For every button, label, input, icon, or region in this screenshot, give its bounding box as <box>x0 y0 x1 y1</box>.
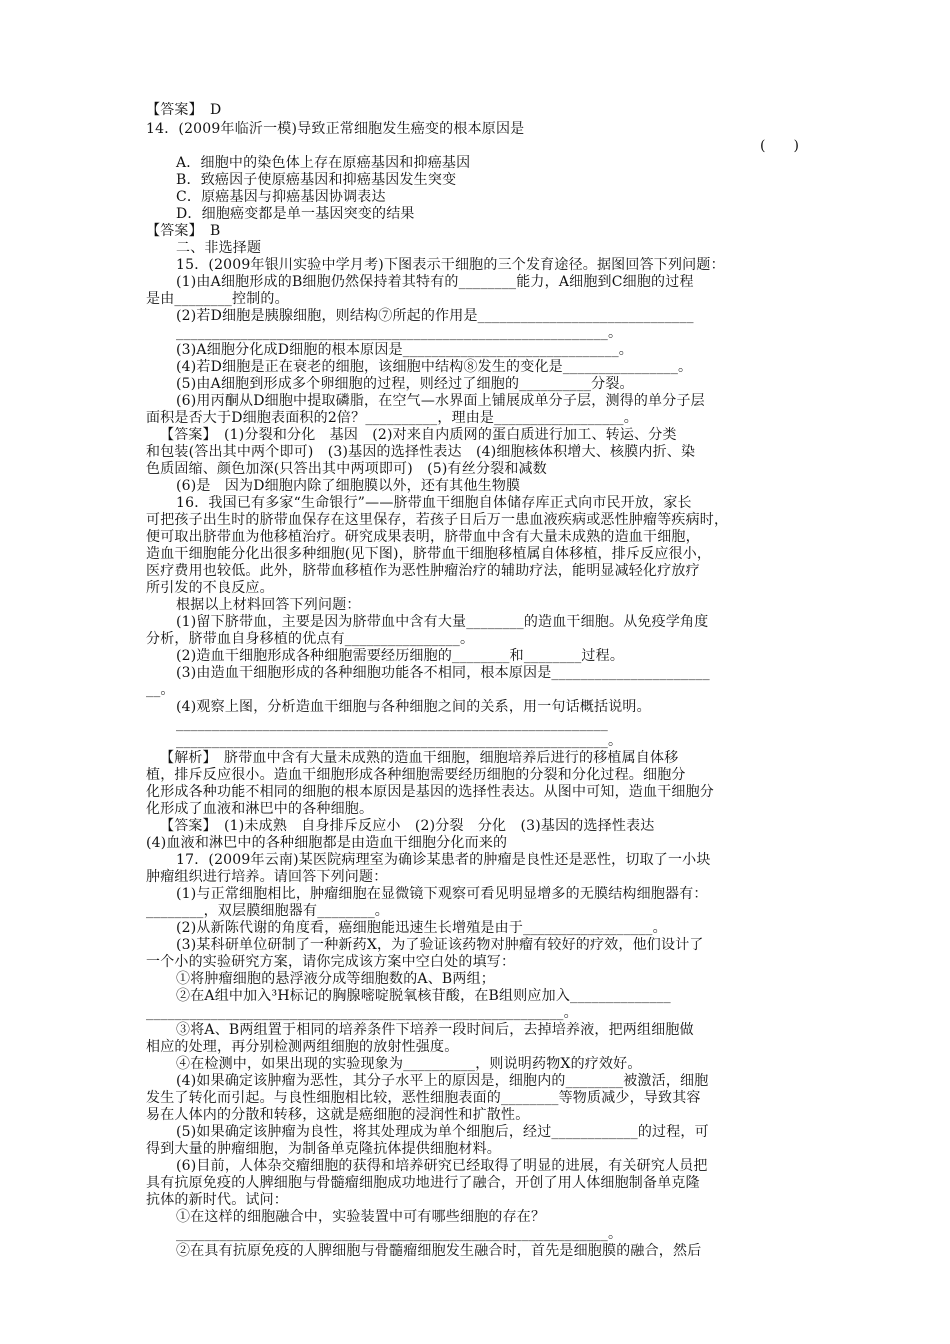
q16-part-1-cont: 分析，脐带血自身移植的优点有________________。 <box>146 631 475 647</box>
q16-part-4-blank-2: ____________________________________________________________。 <box>176 733 623 749</box>
q17-part-1: (1)与正常细胞相比，肿瘤细胞在显微镜下观察可看见明显增多的无膜结构细胞器有： <box>176 886 708 902</box>
q17-part-6: (6)目前，人体杂交瘤细胞的获得和培养研究已经取得了明显的进展，有关研究人员把 <box>176 1158 708 1174</box>
q16-part-2: (2)造血干细胞形成各种细胞需要经历细胞的________和________过程。 <box>176 648 625 664</box>
analysis-16-cont-1: 植，排斥反应很小。造血干细胞形成各种细胞需要经历细胞的分裂和分化过程。细胞分 <box>146 767 686 783</box>
question-17-stem-cont: 肿瘤组织进行培养。请回答下列问题： <box>146 869 388 885</box>
q17-part-4-cont-1: 发生了转化而引起。与良性细胞相比较，恶性细胞表面的________等物质减少，导致其容 <box>146 1090 701 1106</box>
q15-part-1-cont: 是由________控制的。 <box>146 291 289 307</box>
option-b: B．致癌因子使原癌基因和抑癌基因发生突变 <box>176 172 457 188</box>
q17-part-6-sub-1: ①在这样的细胞融合中，实验装置中可有哪些细胞的存在？ <box>176 1209 546 1225</box>
q16-part-4-blank-1: ____________________________________________________________ <box>176 716 608 732</box>
answer-14: 【答案】 B <box>146 223 221 239</box>
section-heading: 二、非选择题 <box>176 240 262 256</box>
q17-part-6-sub-2: ②在具有抗原免疫的人脾细胞与骨髓瘤细胞发生融合时，首先是细胞膜的融合，然后 <box>176 1243 702 1259</box>
answer-15-cont-2: 色质固缩、颜色加深(只答出其中两项即可) (5)有丝分裂和减数 <box>146 461 547 477</box>
q17-step-1: ①将肿瘤细胞的悬浮液分成等细胞数的A、B两组； <box>176 971 495 987</box>
q17-step-3-cont: 相应的处理，再分别检测两组细胞的放射性强度。 <box>146 1039 459 1055</box>
analysis-16-cont-3: 化形成了血液和淋巴中的各种细胞。 <box>146 801 374 817</box>
q15-part-2: (2)若D细胞是胰腺细胞，则结构⑦所起的作用是______________________________ <box>176 308 694 324</box>
q16-part-4: (4)观察上图，分析造血干细胞与各种细胞之间的关系，用一句话概括说明。 <box>176 699 651 715</box>
q15-part-6-cont: 面积是否大于D细胞表面积的2倍？__________，理由是__________________。 <box>146 410 638 426</box>
q17-step-2: ②在A组中加入³H标记的胸腺嘧啶脱氧核苷酸，在B组则应加入______________ <box>176 988 671 1004</box>
answer-15: 【答案】 (1)分裂和分化 基因 (2)对来自内质网的蛋白质进行加工、转运、分类 <box>160 427 677 443</box>
analysis-16-cont-2: 化形成各种功能不相同的细胞的根本原因是基因的选择性表达。从图中可知，造血干细胞分 <box>146 784 714 800</box>
q17-part-6-cont-1: 具有抗原免疫的人脾细胞与骨髓瘤细胞成功地进行了融合，开创了用人体细胞制备单克隆 <box>146 1175 700 1191</box>
question-15-stem: 15．(2009年银川实验中学月考)下图表示干细胞的三个发育途径。据图回答下列问题： <box>176 257 725 273</box>
q17-part-4: (4)如果确定该肿瘤为恶性，其分子水平上的原因是，细胞内的________被激活，细胞 <box>176 1073 709 1089</box>
q17-part-2: (2)从新陈代谢的角度看，癌细胞能迅速生长增殖是由于__________________。 <box>176 920 667 936</box>
q17-part-5-cont: 得到大量的肿瘤细胞，为制备单克隆抗体提供细胞材料。 <box>146 1141 501 1157</box>
question-14-stem: 14．(2009年临沂一模)导致正常细胞发生癌变的根本原因是 <box>146 121 525 137</box>
q16-instruction: 根据以上材料回答下列问题： <box>176 597 361 613</box>
q17-part-1-cont: ________，双层膜细胞器有________。 <box>146 903 389 919</box>
q15-part-6: (6)用丙酮从D细胞中提取磷脂，在空气—水界面上铺展成单分子层，测得的单分子层 <box>176 393 705 409</box>
q17-step-4: ④在检测中，如果出现的实验现象为__________，则说明药物X的疗效好。 <box>176 1056 642 1072</box>
q15-part-2-blank: ____________________________________________________________。 <box>176 325 623 341</box>
answer-16-cont: (4)血液和淋巴中的各种细胞都是由造血干细胞分化而来的 <box>146 835 508 851</box>
q16-passage-2: 便可取出脐带血为他移植治疗。研究成果表明，脐带血中含有大量未成熟的造血干细胞， <box>146 529 700 545</box>
question-17-stem: 17．(2009年云南)某医院病理室为确诊某患者的肿瘤是良性还是恶性，切取了一小块 <box>176 852 711 868</box>
answer-13: 【答案】 D <box>146 102 222 118</box>
q17-part-3-cont: 一个小的实验研究方案，请你完成该方案中空白处的填写： <box>146 954 516 970</box>
q17-part-6-sub-1-blank: ____________________________________________________________。 <box>176 1226 623 1242</box>
q16-part-3-cont: __。 <box>146 682 175 698</box>
q17-part-3: (3)某科研单位研制了一种新药X，为了验证该药物对肿瘤有较好的疗效，他们设计了 <box>176 937 704 953</box>
q15-part-3: (3)A细胞分化成D细胞的根本原因是______________________________。 <box>176 342 633 358</box>
answer-16: 【答案】 (1)未成熟 自身排斥反应小 (2)分裂 分化 (3)基因的选择性表达 <box>160 818 655 834</box>
q15-part-1: (1)由A细胞形成的B细胞仍然保持着其特有的________能力，A细胞到C细胞的过程 <box>176 274 694 290</box>
analysis-16: 【解析】 脐带血中含有大量未成熟的造血干细胞，细胞培养后进行的移植属自体移 <box>160 750 679 766</box>
option-c: C．原癌基因与抑癌基因协调表达 <box>176 189 386 205</box>
q17-part-4-cont-2: 易在人体内的分散和转移，这就是癌细胞的浸润性和扩散性。 <box>146 1107 530 1123</box>
q16-passage-4: 医疗费用也较低。此外，脐带血移植作为恶性肿瘤治疗的辅助疗法，能明显减轻化疗放疗 <box>146 563 700 579</box>
q16-part-3: (3)由造血干细胞形成的各种细胞功能各不相同，根本原因是______________________ <box>176 665 710 681</box>
question-16-stem: 16．我国已有多家“生命银行”——脐带血干细胞自体储存库正式向市民开放，家长 <box>176 495 692 511</box>
q17-part-5: (5)如果确定该肿瘤为良性，将其处理成为单个细胞后，经过____________的过程，可 <box>176 1124 709 1140</box>
q17-step-2-blank: __________________________________________________________。 <box>146 1005 578 1021</box>
answer-15-cont-3: (6)是 因为D细胞内除了细胞膜以外，还有其他生物膜 <box>176 478 521 494</box>
q15-part-5: (5)由A细胞到形成多个卵细胞的过程，则经过了细胞的__________分裂。 <box>176 376 634 392</box>
q16-part-1: (1)留下脐带血，主要是因为脐带血中含有大量________的造血干细胞。从免疫学角度 <box>176 614 709 630</box>
q16-passage-3: 造血干细胞能分化出很多种细胞(见下图)，脐带血干细胞移植属自体移植，排斥反应很小， <box>146 546 712 562</box>
q17-step-3: ③将A、B两组置于相同的培养条件下培养一段时间后，去掉培养液，把两组细胞做 <box>176 1022 694 1038</box>
answer-15-cont-1: 和包装(答出其中两个即可) (3)基因的选择性表达 (4)细胞核体积增大、核膜内折、染 <box>146 444 696 460</box>
option-a: A．细胞中的染色体上存在原癌基因和抑癌基因 <box>176 155 471 171</box>
q16-passage-5: 所引发的不良反应。 <box>146 580 274 596</box>
answer-parentheses: ( ) <box>760 138 799 154</box>
option-d: D．细胞癌变都是单一基因突变的结果 <box>176 206 415 222</box>
q16-passage-1: 可把孩子出生时的脐带血保存在这里保存，若孩子日后万一患血液疾病或恶性肿瘤等疾病时， <box>146 512 729 528</box>
q17-part-6-cont-2: 抗体的新时代。试问： <box>146 1192 288 1208</box>
q15-part-4: (4)若D细胞是正在衰老的细胞，该细胞中结构⑧发生的变化是________________。 <box>176 359 693 375</box>
